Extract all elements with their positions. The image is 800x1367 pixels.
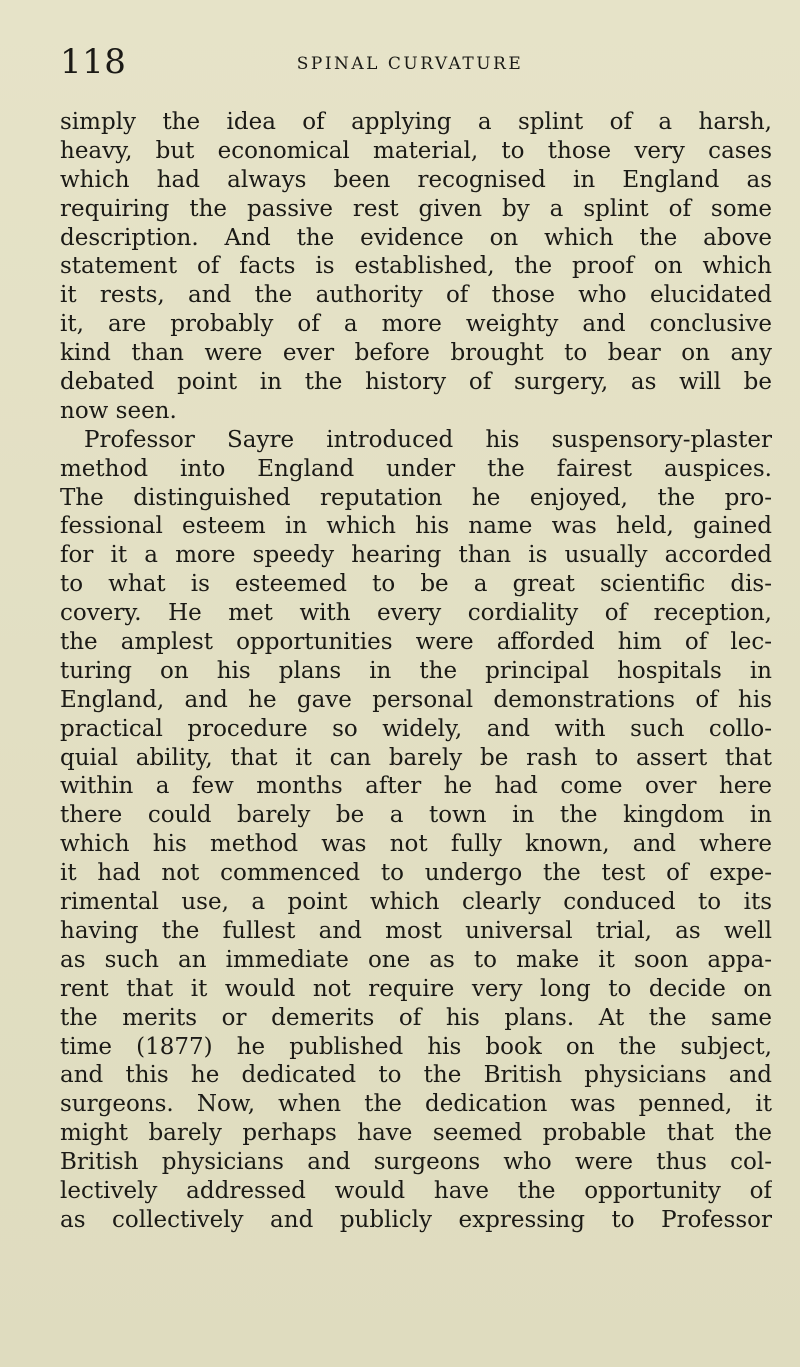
text-line: and this he dedicated to the British physicians and bbox=[60, 1062, 772, 1089]
text-line: fessional esteem in which his name was held, gained bbox=[60, 513, 772, 540]
running-head bbox=[60, 42, 760, 82]
text-line: within a few months after he had come over here bbox=[60, 773, 772, 800]
text-line: turing on his plans in the principal hospitals in bbox=[60, 657, 772, 684]
text-line: lectively addressed would have the opportunity of bbox=[60, 1177, 772, 1204]
text-line: statement of facts is established, the proof on which bbox=[60, 253, 772, 280]
text-line: rent that it would not require very long to decide on bbox=[60, 975, 772, 1002]
text-line: kind than were ever before brought to bear on any bbox=[60, 340, 772, 367]
page-number: 118 bbox=[60, 42, 127, 82]
text-line: the amplest opportunities were afforded him of lec- bbox=[60, 629, 772, 656]
text-line: British physicians and surgeons who were thus col- bbox=[60, 1149, 772, 1176]
text-line: might barely perhaps have seemed probable that the bbox=[60, 1120, 772, 1147]
text-line: covery. He met with every cordiality of reception, bbox=[60, 600, 772, 627]
text-line: The distinguished reputation he enjoyed, the pro- bbox=[60, 484, 772, 511]
text-line: practical procedure so widely, and with such collo- bbox=[60, 715, 772, 742]
text-line: which had always been recognised in England as bbox=[60, 166, 772, 193]
text-line: it had not commenced to undergo the test of expe- bbox=[60, 860, 772, 887]
text-line: method into England under the fairest auspices. bbox=[60, 455, 772, 482]
text-line: as collectively and publicly expressing to Professor bbox=[60, 1206, 772, 1233]
text-line: requiring the passive rest given by a splint of some bbox=[60, 195, 772, 222]
text-line: quial ability, that it can barely be rash to assert that bbox=[60, 744, 772, 771]
text-line: having the fullest and most universal trial, as well bbox=[60, 917, 772, 944]
text-line: the merits or demerits of his plans. At the same bbox=[60, 1004, 772, 1031]
text-line: which his method was not fully known, and where bbox=[60, 831, 772, 858]
text-line: there could barely be a town in the kingdom in bbox=[60, 802, 772, 829]
text-line: for it a more speedy hearing than is usually accorded bbox=[60, 542, 772, 569]
text-line: simply the idea of applying a splint of a harsh, bbox=[60, 109, 772, 135]
text-line: it, are probably of a more weighty and conclusive bbox=[60, 311, 772, 338]
text-line: time (1877) he published his book on the subject, bbox=[60, 1033, 772, 1060]
paragraph-first-line: Professor Sayre introduced his suspensory-plaster bbox=[84, 426, 772, 453]
text-line: surgeons. Now, when the dedication was penned, it bbox=[60, 1091, 772, 1118]
text-line: debated point in the history of surgery, as will be bbox=[60, 369, 772, 396]
text-line: it rests, and the authority of those who elucidated bbox=[60, 282, 772, 309]
text-line: to what is esteemed to be a great scientific dis- bbox=[60, 571, 772, 598]
text-line: description. And the evidence on which the above bbox=[60, 224, 772, 251]
text-line: rimental use, a point which clearly conduced to its bbox=[60, 889, 772, 916]
text-line: as such an immediate one as to make it soon appa- bbox=[60, 946, 772, 973]
text-line: England, and he gave personal demonstrations of his bbox=[60, 686, 772, 713]
body-text bbox=[60, 108, 772, 1235]
text-line: now seen. bbox=[60, 397, 177, 424]
text-line: heavy, but economical material, to those very cases bbox=[60, 137, 772, 164]
running-title: SPINAL CURVATURE bbox=[296, 54, 524, 74]
